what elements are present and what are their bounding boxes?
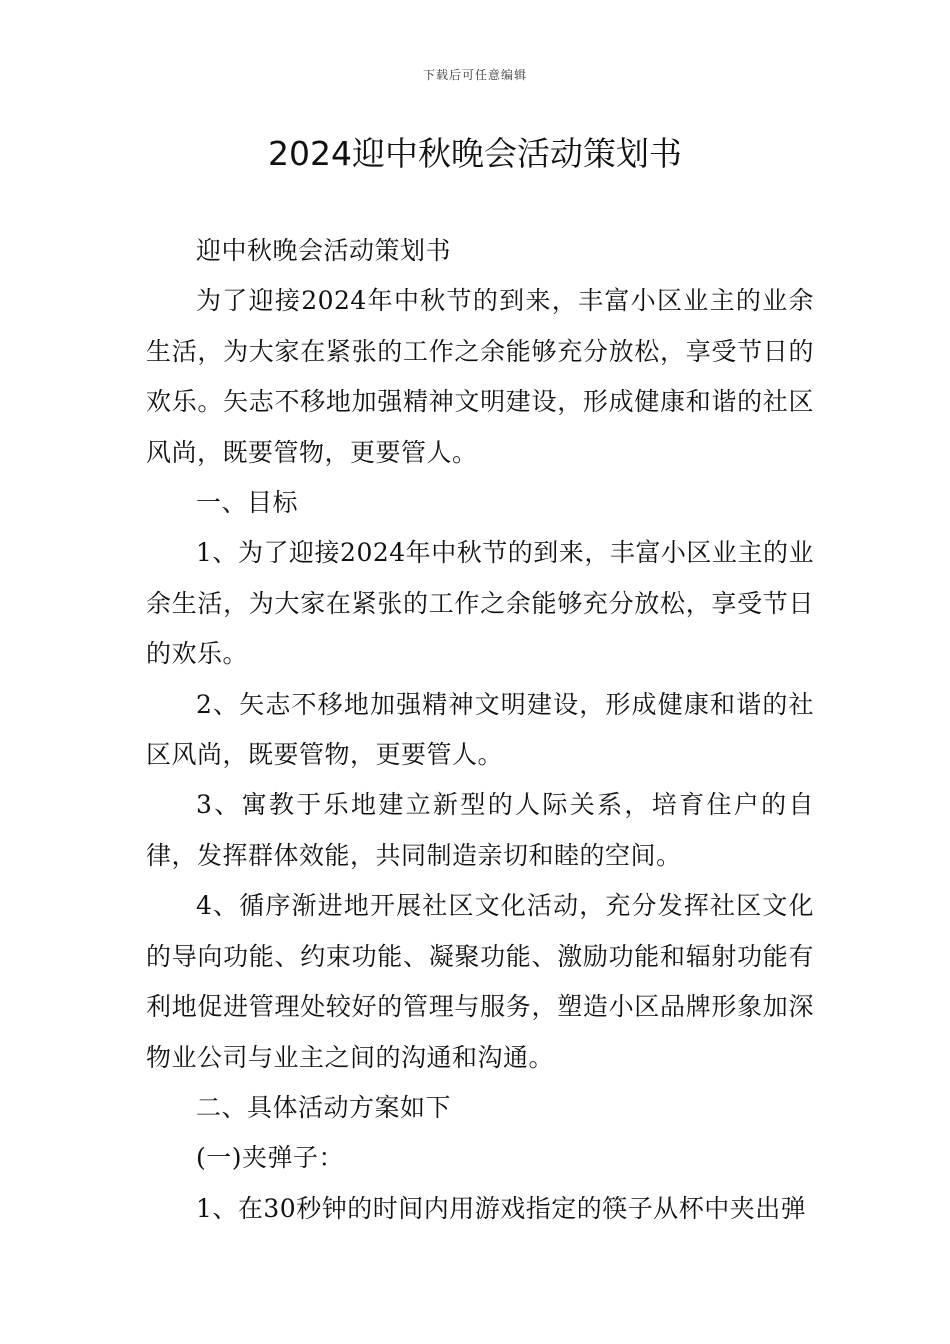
- rule-item-1: 1、在30秒钟的时间内用游戏指定的筷子从杯中夹出弹: [196, 1193, 807, 1223]
- section-heading-goals: 一、目标: [196, 488, 299, 518]
- paragraph-intro: 为了迎接2024年中秋节的到来，丰富小区业主的业余生活，为大家在紧张的工作之余能够充分放松，享受节日的欢乐。矢志不移地加强精神文明建设，形成健康和谐的社区风尚，既要管物，更要管人。: [146, 286, 814, 467]
- document-title: 2024迎中秋晚会活动策划书: [268, 134, 682, 173]
- paragraph-subtitle: 迎中秋晚会活动策划书: [196, 236, 452, 265]
- header-note: 下载后可任意编辑: [422, 68, 527, 82]
- goal-item-4: 4、循序渐进地开展社区文化活动，充分发挥社区文化的导向功能、约束功能、凝聚功能、激励功能和辐射功能有利地促进管理处较好的管理与服务，塑造小区品牌形象加深物业公司与业主之间的沟通和沟通。: [146, 891, 814, 1072]
- goal-item-3: 3、寓教于乐地建立新型的人际关系，培育住户的自律，发挥群体效能，共同制造亲切和睦的空间。: [146, 790, 814, 870]
- section-heading-plan: 二、具体活动方案如下: [196, 1092, 452, 1122]
- document-body: [146, 226, 814, 1234]
- subsection-heading-marbles: (一)夹弹子：: [196, 1143, 345, 1173]
- goal-item-2: 2、矢志不移地加强精神文明建设，形成健康和谐的社区风尚，既要管物，更要管人。: [146, 689, 814, 770]
- goal-item-1: 1、为了迎接2024年中秋节的到来，丰富小区业主的业余生活，为大家在紧张的工作之余能够充分放松，享受节日的欢乐。: [146, 538, 814, 669]
